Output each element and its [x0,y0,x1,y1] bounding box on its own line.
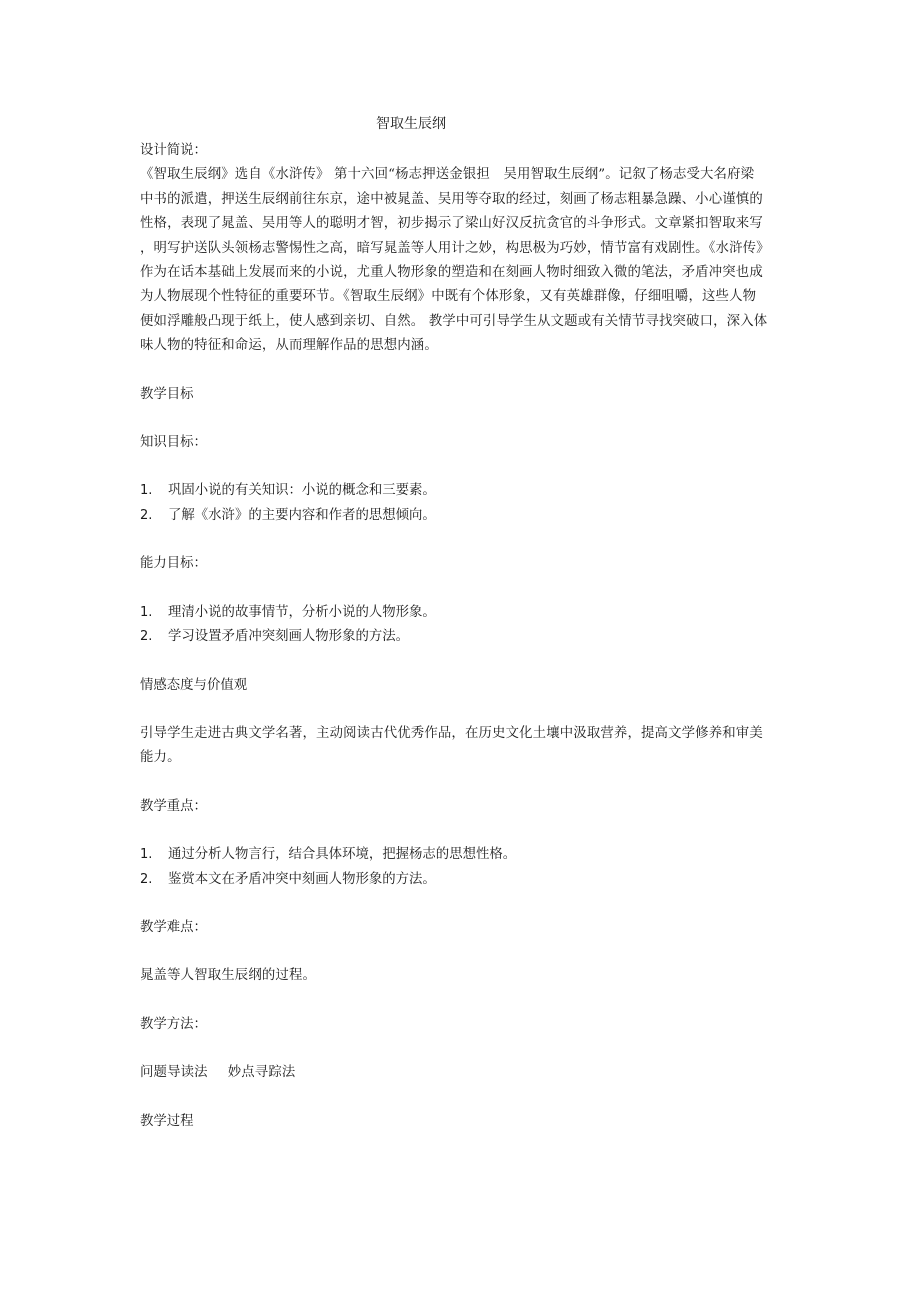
design-intro-heading: 设计简说： [140,143,207,158]
list-number: 2. [140,629,153,645]
design-intro-paragraph [140,163,790,358]
methods-heading: 教学方法： [140,1016,207,1032]
paragraph-line: 为人物展现个性特征的重要环节。《智取生辰纲》中既有个体形象，又有英雄群像，仔细咀嚼，这些人物 [140,289,757,305]
list-number: 1. [140,604,153,620]
document-body [140,139,790,1134]
ability-goals-list [140,601,790,650]
key-points-list [140,843,790,892]
paragraph-line: ，明写护送队头领杨志警惕性之高，暗写晁盖等人用计之妙，构思极为巧妙，情节富有戏剧性。《水浒传》 [140,240,770,256]
document-title: 智取生辰纲 [376,116,446,132]
key-points-heading: 教学重点： [140,798,207,814]
list-number: 1. [140,483,153,499]
list-item [140,504,790,528]
list-item [140,868,790,892]
ability-goals-heading: 能力目标： [140,556,207,572]
teaching-goals-heading: 教学目标 [140,386,194,402]
knowledge-goals-list [140,479,790,528]
difficulty-heading: 教学难点： [140,919,207,935]
paragraph-line: 《智取生辰纲》选自《水浒传》 第十六回“杨志押送金银担 吴用智取生辰纲”。记叙了杨志受大名府梁 [140,167,755,183]
list-text: 了解《水浒》的主要内容和作者的思想倾向。 [168,507,436,523]
list-text: 通过分析人物言行，结合具体环境，把握杨志的思想性格。 [168,847,517,863]
paragraph-line: 便如浮雕般凸现于纸上，使人感到亲切、自然。 教学中可引导学生从文题或有关情节寻找突破口，深入体 [140,313,768,329]
list-text: 鉴赏本文在矛盾冲突中刻画人物形象的方法。 [168,871,436,887]
method-item: 问题导读法 [140,1065,208,1081]
methods-list [140,1061,790,1085]
knowledge-goals-heading: 知识目标： [140,435,207,451]
list-item [140,625,790,649]
paragraph-line: 中书的派遣，押送生辰纲前往东京，途中被晁盖、吴用等夺取的经过，刻画了杨志粗暴急躁、小心谨慎的 [140,191,763,207]
attitude-paragraph [140,722,790,771]
list-item [140,601,790,625]
attitude-heading: 情感态度与价值观 [140,677,248,693]
difficulty-text: 晁盖等人智取生辰纲的过程。 [140,968,317,984]
paragraph-line: 作为在话本基础上发展而来的小说，尤重人物形象的塑造和在刻画人物时细致入微的笔法，矛盾冲突也成 [140,265,763,281]
paragraph-line: 性格，表现了晁盖、吴用等人的聪明才智，初步揭示了梁山好汉反抗贪官的斗争形式。文章紧扣智取来写 [140,216,763,232]
method-item: 妙点寻踪法 [227,1065,296,1081]
list-text: 巩固小说的有关知识：小说的概念和三要素。 [168,483,436,499]
teaching-process-heading: 教学过程 [140,1113,194,1129]
list-number: 2. [140,871,153,887]
paragraph-line: 味人物的特征和命运，从而理解作品的思想内涵。 [140,338,438,354]
list-number: 1. [140,847,153,863]
paragraph-line: 能力。 [140,750,181,766]
list-text: 学习设置矛盾冲突刻画人物形象的方法。 [168,629,410,645]
list-item [140,843,790,867]
list-item [140,479,790,503]
paragraph-line: 引导学生走进古典文学名著，主动阅读古代优秀作品，在历史文化土壤中汲取营养，提高文学修养和审美 [140,725,763,741]
list-number: 2. [140,507,153,523]
list-text: 理清小说的故事情节，分析小说的人物形象。 [168,604,436,620]
